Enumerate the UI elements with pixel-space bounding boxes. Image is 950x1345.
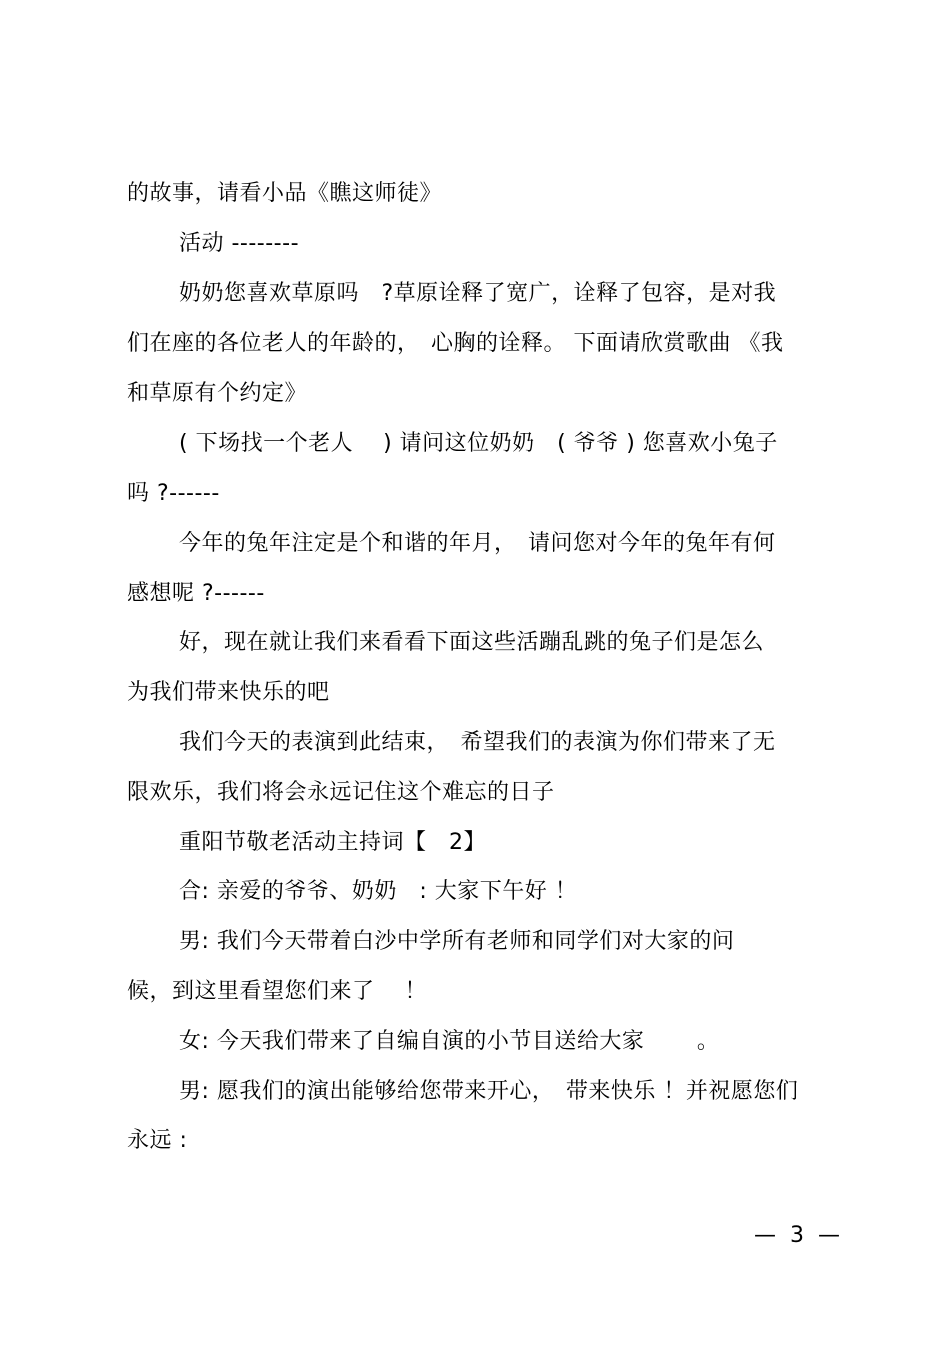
text-line-17: 候，到这里看望您们来了 ！ — [127, 979, 427, 1004]
text-line-10: 好，现在就让我们来看看下面这些活蹦乱跳的兔子们是怎么 — [179, 630, 765, 655]
text-line-20: 永远 : — [127, 1128, 188, 1153]
page-number: — 3 — — [754, 1223, 840, 1248]
text-line-8: 今年的兔年注定是个和谐的年月， 请问您对今年的兔年有何 — [179, 531, 776, 556]
text-line-18: 女: 今天我们带来了自编自演的小节目送给大家 。 — [179, 1029, 720, 1054]
text-line-13: 限欢乐，我们将会永远记住这个难忘的日子 — [127, 780, 555, 805]
text-line-3: 奶奶您喜欢草原吗 ?草原诠释了宽广，诠释了包容，是对我 — [179, 281, 777, 306]
text-line-7: 吗 ?------ — [127, 481, 220, 506]
text-line-5: 和草原有个约定》 — [127, 381, 308, 406]
text-line-6: ( 下场找一个老人 ) 请问这位奶奶 ( 爷爷 ) 您喜欢小兔子 — [179, 431, 778, 456]
text-line-4: 们在座的各位老人的年龄的， 心胸的诠释。 下面请欣赏歌曲 《我 — [127, 331, 784, 356]
text-line-1: 的故事，请看小品《瞧这师徒》 — [127, 181, 443, 206]
section-heading: 重阳节敬老活动主持词【 2】 — [179, 830, 486, 855]
text-line-15: 合: 亲爱的爷爷、奶奶 : 大家下午好 ！ — [179, 879, 578, 904]
text-line-9: 感想呢 ?------ — [127, 581, 265, 606]
text-line-2: 活动 -------- — [179, 231, 300, 256]
text-line-16: 男: 我们今天带着白沙中学所有老师和同学们对大家的问 — [179, 929, 735, 954]
text-line-11: 为我们带来快乐的吧 — [127, 680, 330, 705]
text-line-12: 我们今天的表演到此结束， 希望我们的表演为你们带来了无 — [179, 730, 776, 755]
text-line-19: 男: 愿我们的演出能够给您带来开心， 带来快乐 ！并祝愿您们 — [179, 1079, 799, 1104]
